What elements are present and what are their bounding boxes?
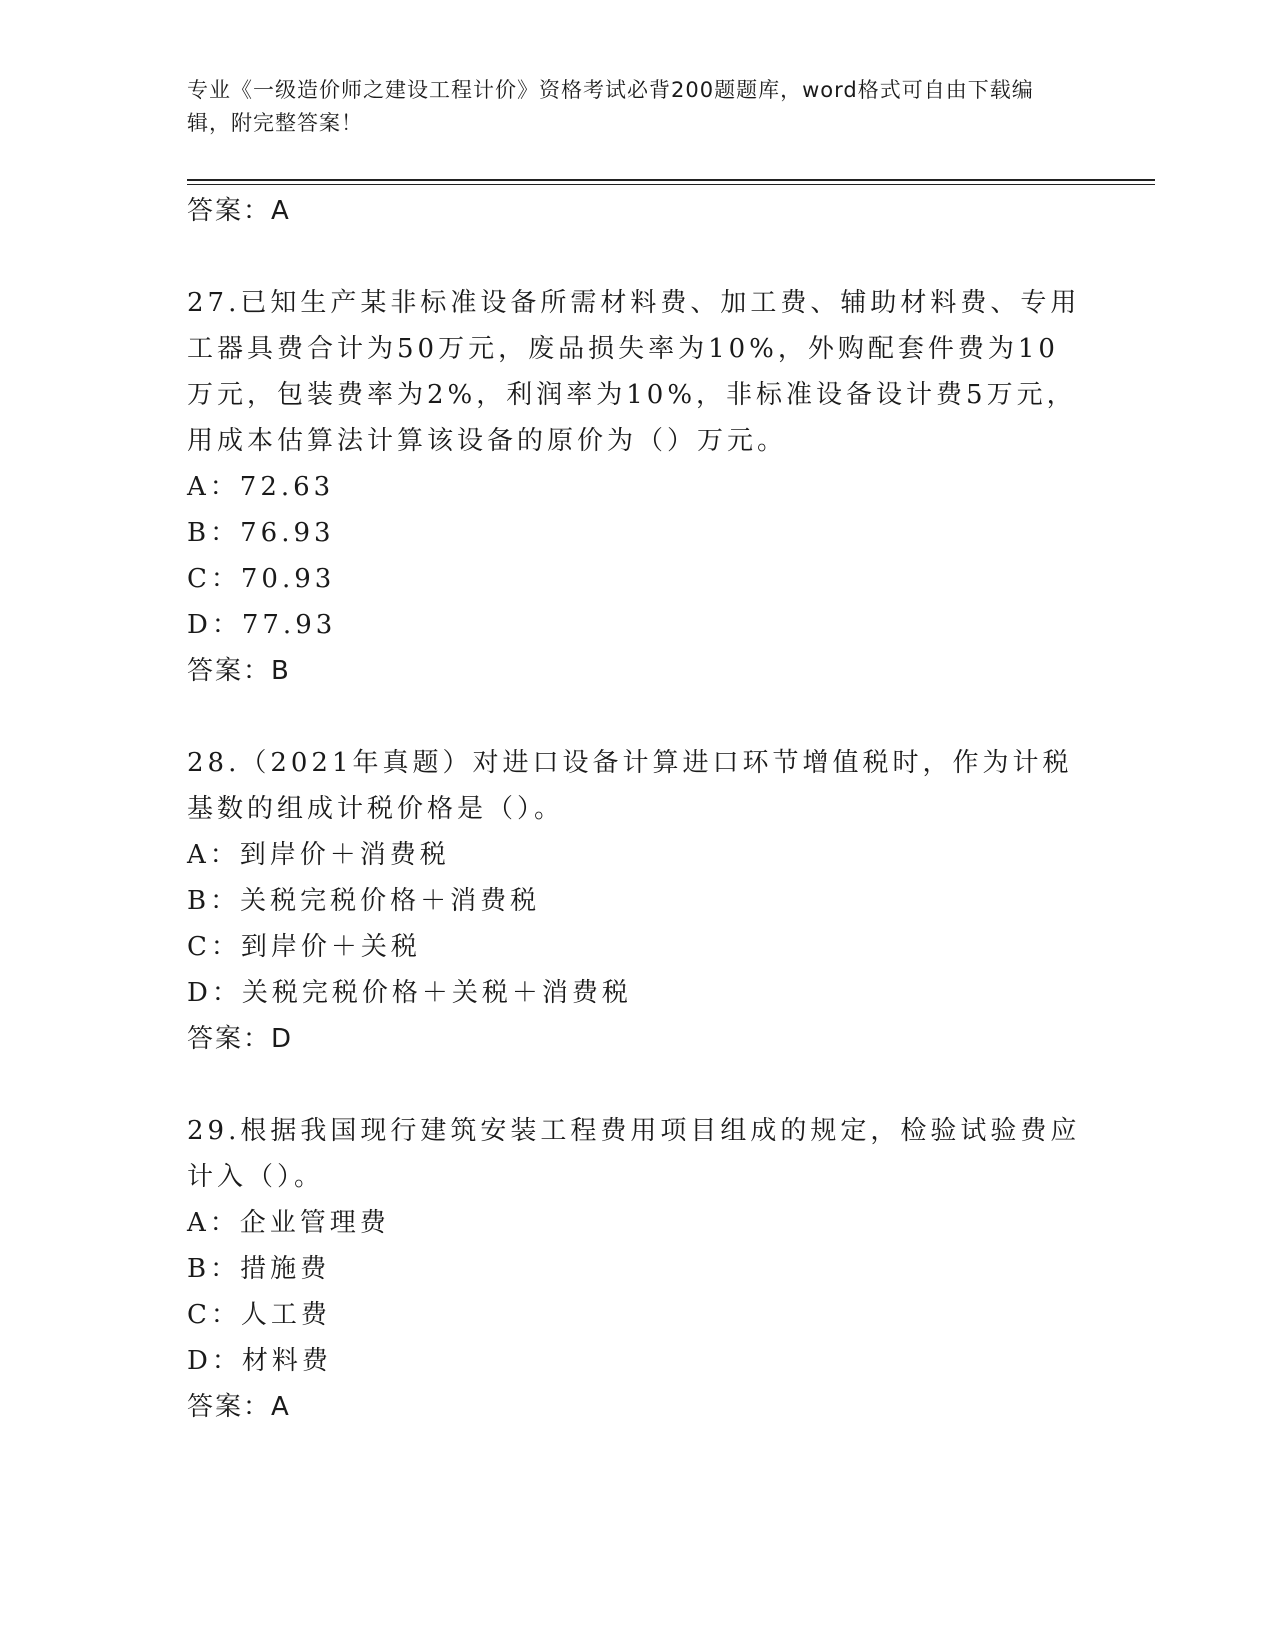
header-rule-thick bbox=[187, 179, 1155, 181]
option-a: A：到岸价＋消费税 bbox=[187, 840, 450, 870]
option-d: D：关税完税价格＋关税＋消费税 bbox=[187, 978, 632, 1008]
option-b: B：76.93 bbox=[187, 518, 335, 548]
option-d: D：材料费 bbox=[187, 1346, 332, 1376]
option-d: D：77.93 bbox=[187, 610, 337, 640]
question-list bbox=[187, 188, 1087, 1430]
option-b: B：措施费 bbox=[187, 1254, 331, 1284]
answer: 答案：B bbox=[187, 656, 291, 686]
header-rule-thin bbox=[187, 184, 1155, 185]
answer: 答案：A bbox=[187, 1392, 291, 1422]
question-stem: 28.（2021年真题）对进口设备计算进口环节增值税时，作为计税基数的组成计税价格是（）。 bbox=[187, 748, 1073, 824]
question-27 bbox=[187, 280, 1087, 694]
question-stem: 29.根据我国现行建筑安装工程费用项目组成的规定，检验试验费应计入（）。 bbox=[187, 1116, 1081, 1192]
answer: 答案：D bbox=[187, 1024, 294, 1054]
option-c: C：到岸价＋关税 bbox=[187, 932, 421, 962]
option-b: B：关税完税价格＋消费税 bbox=[187, 886, 541, 916]
previous-answer: 答案：A bbox=[187, 196, 291, 226]
option-c: C：人工费 bbox=[187, 1300, 331, 1330]
option-a: A：72.63 bbox=[187, 472, 335, 502]
option-a: A：企业管理费 bbox=[187, 1208, 390, 1238]
question-29 bbox=[187, 1108, 1087, 1430]
question-stem: 27.已知生产某非标准设备所需材料费、加工费、辅助材料费、专用工器具费合计为50万元，废品损失率为10%，外购配套件费为10万元，包装费率为2%，利润率为10%，非标准设备设计费5万元，用成本估算法计算该设备的原价为（）万元。 bbox=[187, 288, 1081, 456]
question-28 bbox=[187, 740, 1087, 1062]
document-header: 专业《一级造价师之建设工程计价》资格考试必背200题题库，word格式可自由下载编辑，附完整答案！ bbox=[187, 78, 1034, 135]
option-c: C：70.93 bbox=[187, 564, 336, 594]
